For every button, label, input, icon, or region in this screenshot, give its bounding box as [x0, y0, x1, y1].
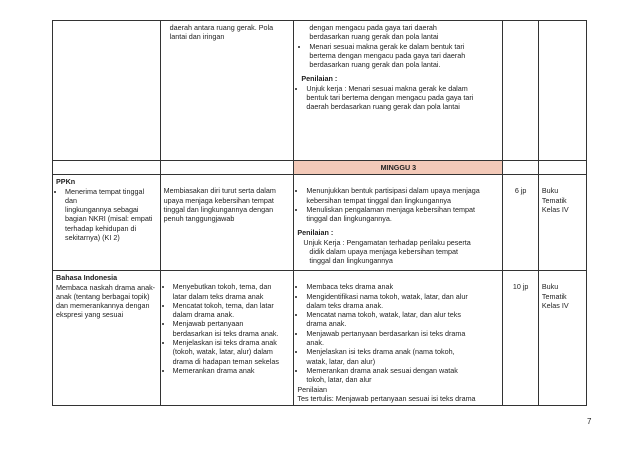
list-item	[173, 366, 291, 375]
kd-text: terhadap kehidupan di	[65, 223, 137, 233]
table-row-continuation	[53, 21, 587, 161]
indikator-text: Menuliskan pengalaman menjaga kebersihan tempat	[306, 204, 475, 214]
list-item	[173, 319, 291, 338]
week-label: MINGGU 3	[294, 161, 503, 175]
indikator-text: tinggal dan lingkungannya.	[306, 214, 392, 224]
indikator-text: Menunjukkan bentuk partisipasi dalam upaya menjaga	[306, 186, 480, 196]
list-item	[309, 42, 499, 70]
materi-text: Mencatat tokoh, tema, dan latar	[172, 300, 274, 310]
sumber-line: Kelas IV	[541, 300, 569, 310]
table-row-bindo	[53, 271, 587, 406]
kd-text: lingkungannya sebagai	[65, 205, 139, 215]
cell-week-right	[538, 161, 586, 175]
list-item	[173, 301, 291, 320]
materi-list	[164, 282, 291, 375]
kd-text: sekitarnya) (KI 2)	[65, 233, 120, 243]
materi-text: Menyebutkan tokoh, tema, dan	[172, 282, 272, 292]
penilaian-title: Penilaian :	[301, 74, 338, 84]
indikator-text: Mengidentifikasi nama tokoh, watak, latar, dan alur	[306, 291, 468, 301]
lesson-plan-table	[52, 20, 587, 406]
penilaian-title: Penilaian :	[297, 228, 334, 238]
materi-line: daerah antara ruang gerak. Pola	[169, 23, 274, 32]
indikator-text: drama anak.	[306, 319, 347, 329]
indikator-list	[297, 42, 499, 70]
materi-line: tinggal dan lingkungannya dengan	[163, 204, 274, 214]
cell-ppkn-sumber	[538, 175, 586, 271]
indikator-text: Mencatat nama tokoh, watak, latar, dan alur teks	[306, 310, 461, 320]
indikator-text: berdasarkan ruang gerak dan pola lantai.	[309, 60, 441, 70]
materi-text: drama di hadapan teman sekelas	[172, 356, 279, 366]
indikator-text: anak.	[306, 338, 324, 348]
kd-text: Menerima tempat tinggal dan	[65, 186, 145, 205]
materi-text: Menjawab pertanyaan	[172, 319, 244, 329]
indikator-list	[297, 282, 499, 384]
indikator-text: watak, latar, dan alur)	[306, 356, 376, 366]
kd-line: ekspresi yang sesuai	[56, 310, 124, 320]
cell-week-right	[503, 161, 539, 175]
list-item	[306, 186, 499, 205]
indikator-text: tokoh, latar, dan alur	[306, 375, 372, 385]
indikator-text: Membaca teks drama anak	[306, 282, 394, 292]
cell-ppkn-materi	[160, 175, 294, 271]
waktu-value: 6 jp	[514, 186, 527, 196]
materi-text: (tokoh, watak, latar, alur) dalam	[172, 347, 273, 357]
indikator-list	[297, 186, 499, 223]
cell-ppkn-kd	[53, 175, 161, 271]
penilaian-line: tinggal dan lingkungannya	[309, 256, 393, 266]
waktu-value: 10 jp	[512, 282, 529, 292]
indikator-text: bertema dengan mengacu pada gaya tari daerah	[309, 50, 466, 60]
page-number: 7	[587, 417, 592, 426]
kd-text: bagian NKRI (misal: empati	[65, 214, 153, 224]
materi-text: Memerankan drama anak	[172, 365, 255, 375]
cell-bindo-kd	[53, 271, 161, 406]
indikator-text: Menari sesuai makna gerak ke dalam bentuk tari	[309, 41, 465, 51]
cell-sumber-empty	[538, 21, 586, 161]
indikator-text: kebersihan tempat tinggal dan lingkungannya	[306, 195, 452, 205]
cell-bindo-waktu	[503, 271, 539, 406]
materi-line: Membiasakan diri turut serta dalam	[163, 186, 276, 196]
materi-text: berdasarkan isi teks drama anak.	[172, 328, 279, 338]
cell-ppkn-waktu	[503, 175, 539, 271]
penilaian-title: Penilaian	[297, 384, 327, 394]
subject-title: Bahasa Indonesia	[56, 273, 118, 283]
list-item	[306, 366, 499, 385]
sumber-line: Buku Tematik	[541, 282, 567, 301]
cell-bindo-materi	[160, 271, 294, 406]
list-item	[306, 292, 499, 311]
cell-bindo-indikator	[294, 271, 503, 406]
indikator-text: Menjawab pertanyaan berdasarkan isi teks drama	[306, 328, 466, 338]
penilaian-line: Tes tertulis: Menjawab pertanyaan sesuai isi teks drama	[297, 393, 476, 403]
indikator-text: Menjelaskan isi teks drama anak (nama tokoh,	[306, 347, 455, 357]
cell-week-left	[160, 161, 294, 175]
list-item	[306, 205, 499, 224]
cell-bindo-sumber	[538, 271, 586, 406]
materi-line: upaya menjaga kebersihan tempat	[163, 195, 274, 205]
penilaian-text: bentuk tari bertema dengan mengacu pada gaya tari	[306, 93, 474, 103]
list-item	[306, 310, 499, 329]
kd-line: anak (tentang berbagai topik)	[56, 291, 150, 301]
list-item	[306, 84, 499, 112]
table-row-ppkn	[53, 175, 587, 271]
indikator-line: berdasarkan ruang gerak dan pola lantai	[309, 32, 439, 42]
indikator-text: dalam teks drama anak.	[306, 300, 384, 310]
list-item	[65, 187, 157, 243]
penilaian-line: didik dalam upaya menjaga kebersihan tempat	[309, 247, 459, 257]
indikator-line: dengan mengacu pada gaya tari daerah	[309, 23, 437, 32]
penilaian-list	[297, 84, 499, 112]
sumber-line: Kelas IV	[541, 204, 569, 214]
cell-waktu-empty	[503, 21, 539, 161]
cell-kd-empty	[53, 21, 161, 161]
penilaian-text: daerah berdasarkan ruang gerak dan pola lantai	[306, 102, 460, 112]
list-item	[173, 338, 291, 366]
materi-text: latar dalam teks drama anak	[172, 291, 264, 301]
kd-list	[56, 187, 157, 243]
indikator-text: Memerankan drama anak sesuai dengan watak	[306, 365, 458, 375]
cell-materi	[160, 21, 294, 161]
penilaian-text: Unjuk kerja : Menari sesuai makna gerak ke dalam	[306, 83, 468, 93]
materi-line: lantai dan iringan	[169, 32, 225, 42]
cell-week-left	[53, 161, 161, 175]
materi-text: dalam drama anak.	[172, 310, 235, 320]
cell-ppkn-indikator	[294, 175, 503, 271]
cell-indikator	[294, 21, 503, 161]
materi-text: Menjelaskan isi teks drama anak	[172, 338, 277, 348]
sumber-line: Buku Tematik	[541, 186, 567, 205]
table-row-week	[53, 161, 587, 175]
list-item	[306, 282, 499, 291]
list-item	[306, 347, 499, 366]
list-item	[173, 282, 291, 301]
subject-title: PPKn	[56, 177, 76, 187]
materi-line: penuh tanggungjawab	[163, 214, 235, 224]
kd-line: Membaca naskah drama anak-	[56, 282, 156, 292]
list-item	[306, 329, 499, 348]
kd-line: dan memerankannya dengan	[56, 301, 150, 311]
penilaian-line: Unjuk Kerja : Pengamatan terhadap perilaku peserta	[303, 237, 471, 247]
